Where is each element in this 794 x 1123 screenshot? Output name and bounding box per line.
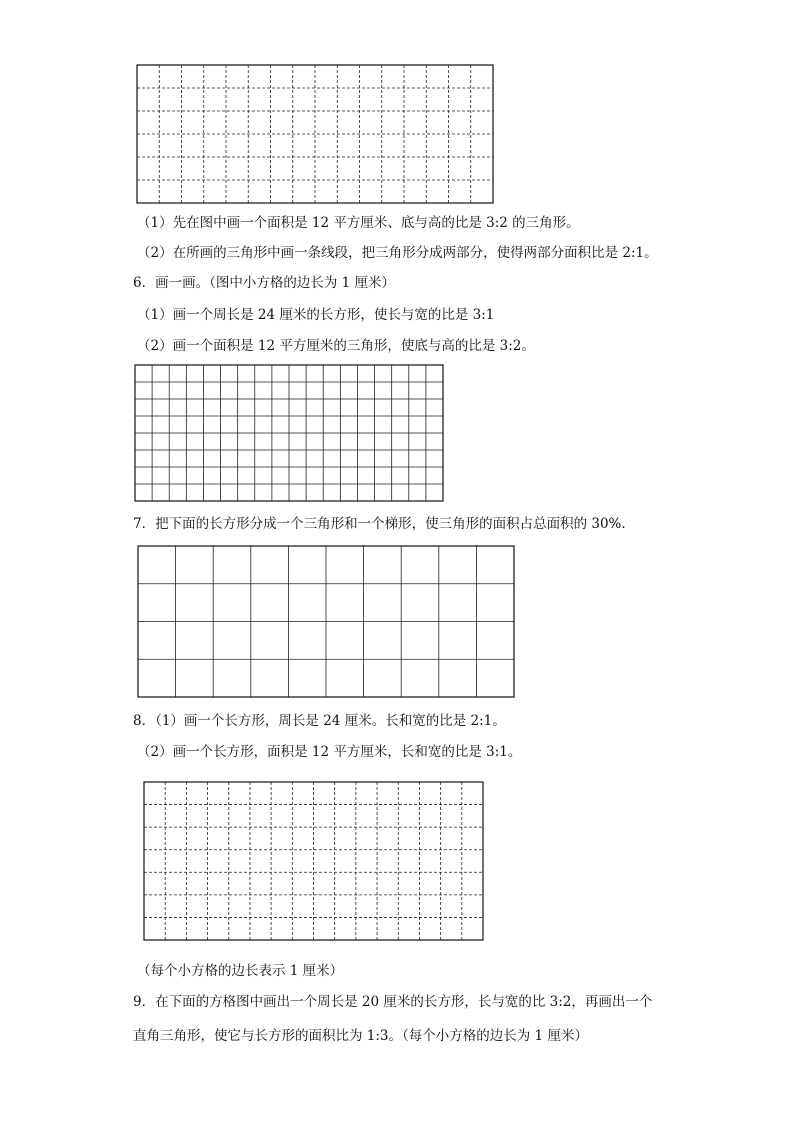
problem8-note: （每个小方格的边长表示 1 厘米） [137,963,344,979]
problem9-line2: 直角三角形，使它与长方形的面积比为 1:3。（每个小方格的边长为 1 厘米） [133,1028,588,1044]
problem6-part1: （1）画一个周长是 24 厘米的长方形，使长与宽的比是 3:1 [137,307,495,323]
problem8-part2: （2）画一个长方形，面积是 12 平方厘米，长和宽的比是 3:1。 [137,744,522,760]
problem8-part1: 8．（1）画一个长方形，周长是 24 厘米。长和宽的比是 2:1。 [133,713,506,729]
problem6-part2: （2）画一个面积是 12 平方厘米的三角形，使底与高的比是 3:2。 [137,338,535,354]
problem7-title: 7．把下面的长方形分成一个三角形和一个梯形，使三角形的面积占总面积的 30%. [133,516,626,532]
grid-border [144,782,483,940]
grid-problem7 [137,545,515,698]
grid-problem8 [143,781,484,941]
problem9-line1: 9．在下面的方格图中画出一个周长是 20 厘米的长方形，长与宽的比 3:2，再画出一个 [133,994,653,1010]
grid-problem6 [134,364,444,502]
problem5-part1: （1）先在图中画一个面积是 12 平方厘米、底与高的比是 3:2 的三角形。 [137,215,580,231]
problem5-part2: （2）在所画的三角形中画一条线段，把三角形分成两部分，使得两部分面积比是 2:1。 [137,245,658,261]
grid-problem5 [136,64,494,204]
problem6-title: 6．画一画。（图中小方格的边长为 1 厘米） [133,275,396,291]
